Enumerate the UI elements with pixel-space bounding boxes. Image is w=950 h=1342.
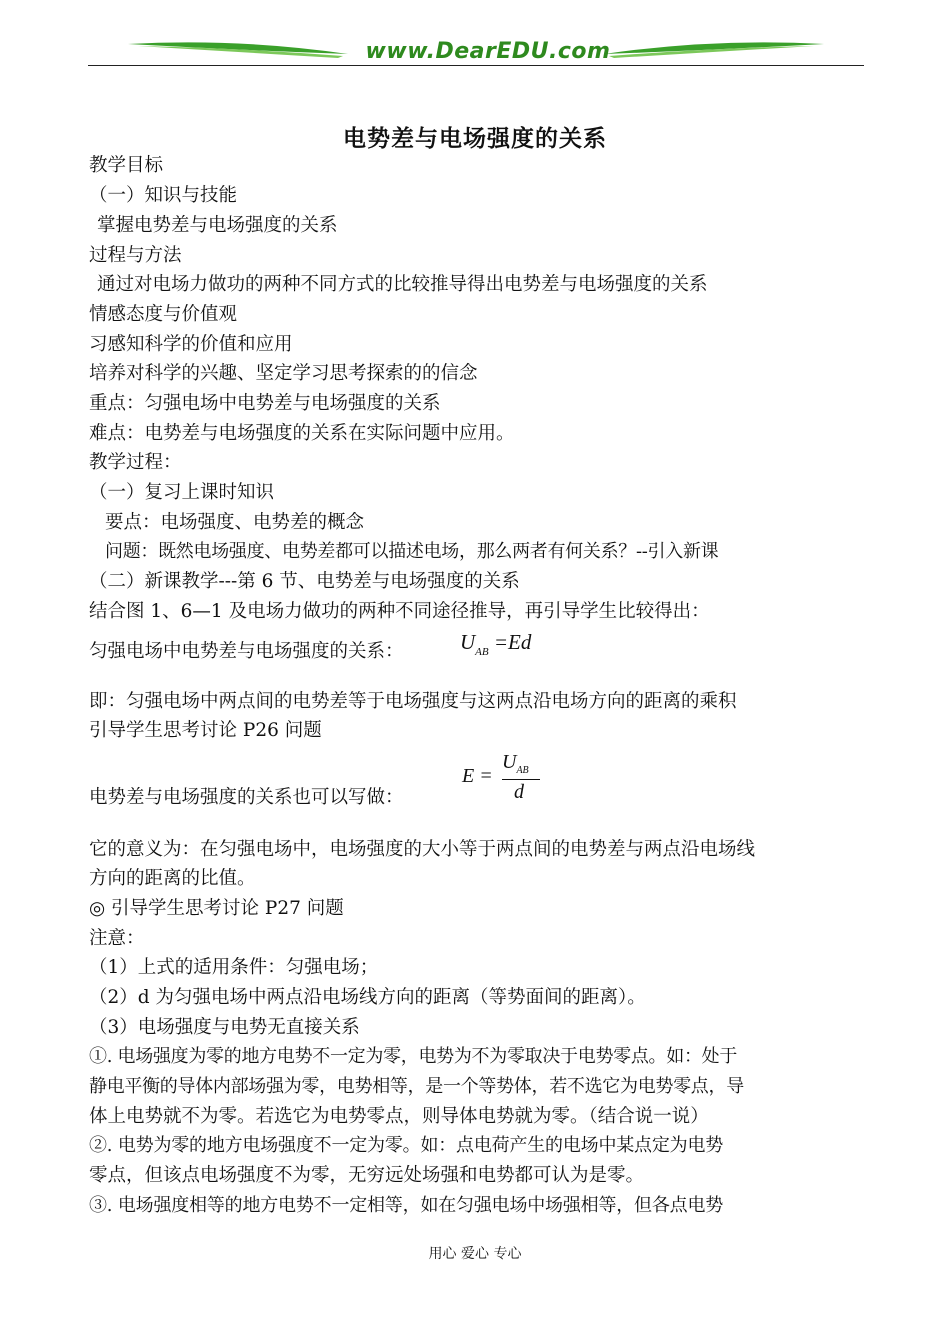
text-line: 体上电势就不为零。若选它为电势零点，则导体电势就为零。（结合说一说） [89,1106,709,1127]
header-rule [88,65,864,66]
text-line: 电势差与电场强度的关系也可以写做： [89,787,404,808]
text-line: 方向的距离的比值。 [89,868,256,889]
text-line: 情感态度与价值观 [89,304,238,325]
text-line: 它的意义为：在匀强电场中，电场强度的大小等于两点间的电势差与两点沿电场线 [89,839,756,860]
formula-e-fraction [462,751,542,805]
text-line: 重点：匀强电场中电势差与电场强度的关系 [89,393,441,414]
text-line: （2）d 为匀强电场中两点沿电场线方向的距离（等势面间的距离）。 [89,987,646,1008]
formula-symbol: U [460,630,476,654]
text-line: （二）新课教学---第 6 节、电势差与电场强度的关系 [89,571,520,592]
formula-lhs: E = [462,765,493,787]
text-line: 习感知科学的价值和应用 [89,334,293,355]
formula-subscript: AB [516,765,529,776]
formula-text: =Ed [488,630,532,654]
text-line: 匀强电场中电势差与电场强度的关系： [89,641,404,662]
text-line: 难点：电势差与电场强度的关系在实际问题中应用。 [89,423,515,444]
formula-uab-ed [460,630,531,658]
page-footer: 用心 爱心 专心 [428,1246,522,1262]
text-line: （一）知识与技能 [89,185,238,206]
text-line: （一）复习上课时知识 [89,482,275,503]
formula-symbol: U [502,751,517,773]
text-line: 即：匀强电场中两点间的电势差等于电场强度与这两点沿电场方向的距离的乘积 [89,691,737,712]
text-line: 结合图 1、6—1 及电场力做功的两种不同途径推导，再引导学生比较得出： [89,601,710,622]
text-line: 引导学生思考讨论 P26 问题 [89,720,322,741]
fraction-bar [502,779,540,780]
text-line: （3）电场强度与电势无直接关系 [89,1017,360,1038]
text-line: ②. 电势为零的地方电场强度不一定为零。如：点电荷产生的电场中某点定为电势 [89,1135,724,1156]
formula-denominator: d [514,781,524,803]
text-line: （1）上式的适用条件：匀强电场； [89,957,379,978]
text-line: ①. 电场强度为零的地方电势不一定为零，电势为不为零取决于电势零点。如：处于 [89,1046,738,1067]
header-site-name: www.DearEDU.com [365,39,611,64]
formula-subscript: AB [475,646,489,658]
text-line: 培养对科学的兴趣、坚定学习思考探索的的信念 [89,363,478,384]
text-line: ◎ 引导学生思考讨论 P27 问题 [89,898,344,919]
text-line: 教学过程： [89,452,182,473]
text-line: 教学目标 [89,155,164,176]
text-line: 问题：既然电场强度、电势差都可以描述电场，那么两者有何关系？--引入新课 [105,541,719,562]
text-line: 零点，但该点电场强度不为零，无穷远处场强和电势都可认为是零。 [89,1165,645,1186]
doc-title: 电势差与电场强度的关系 [343,125,607,152]
page-header [88,36,864,70]
text-line: 通过对电场力做功的两种不同方式的比较推导得出电势差与电场强度的关系 [97,274,708,295]
text-line: 静电平衡的导体内部场强为零，电势相等，是一个等势体，若不选它为电势零点，导 [89,1076,744,1097]
text-line: 注意： [89,928,145,949]
text-line: ③. 电场强度相等的地方电势不一定相等，如在匀强电场中场强相等，但各点电势 [89,1195,724,1216]
text-line: 掌握电势差与电场强度的关系 [97,215,338,236]
formula-numerator [502,751,529,776]
text-line: 要点：电场强度、电势差的概念 [105,512,365,533]
text-line: 过程与方法 [89,245,182,266]
